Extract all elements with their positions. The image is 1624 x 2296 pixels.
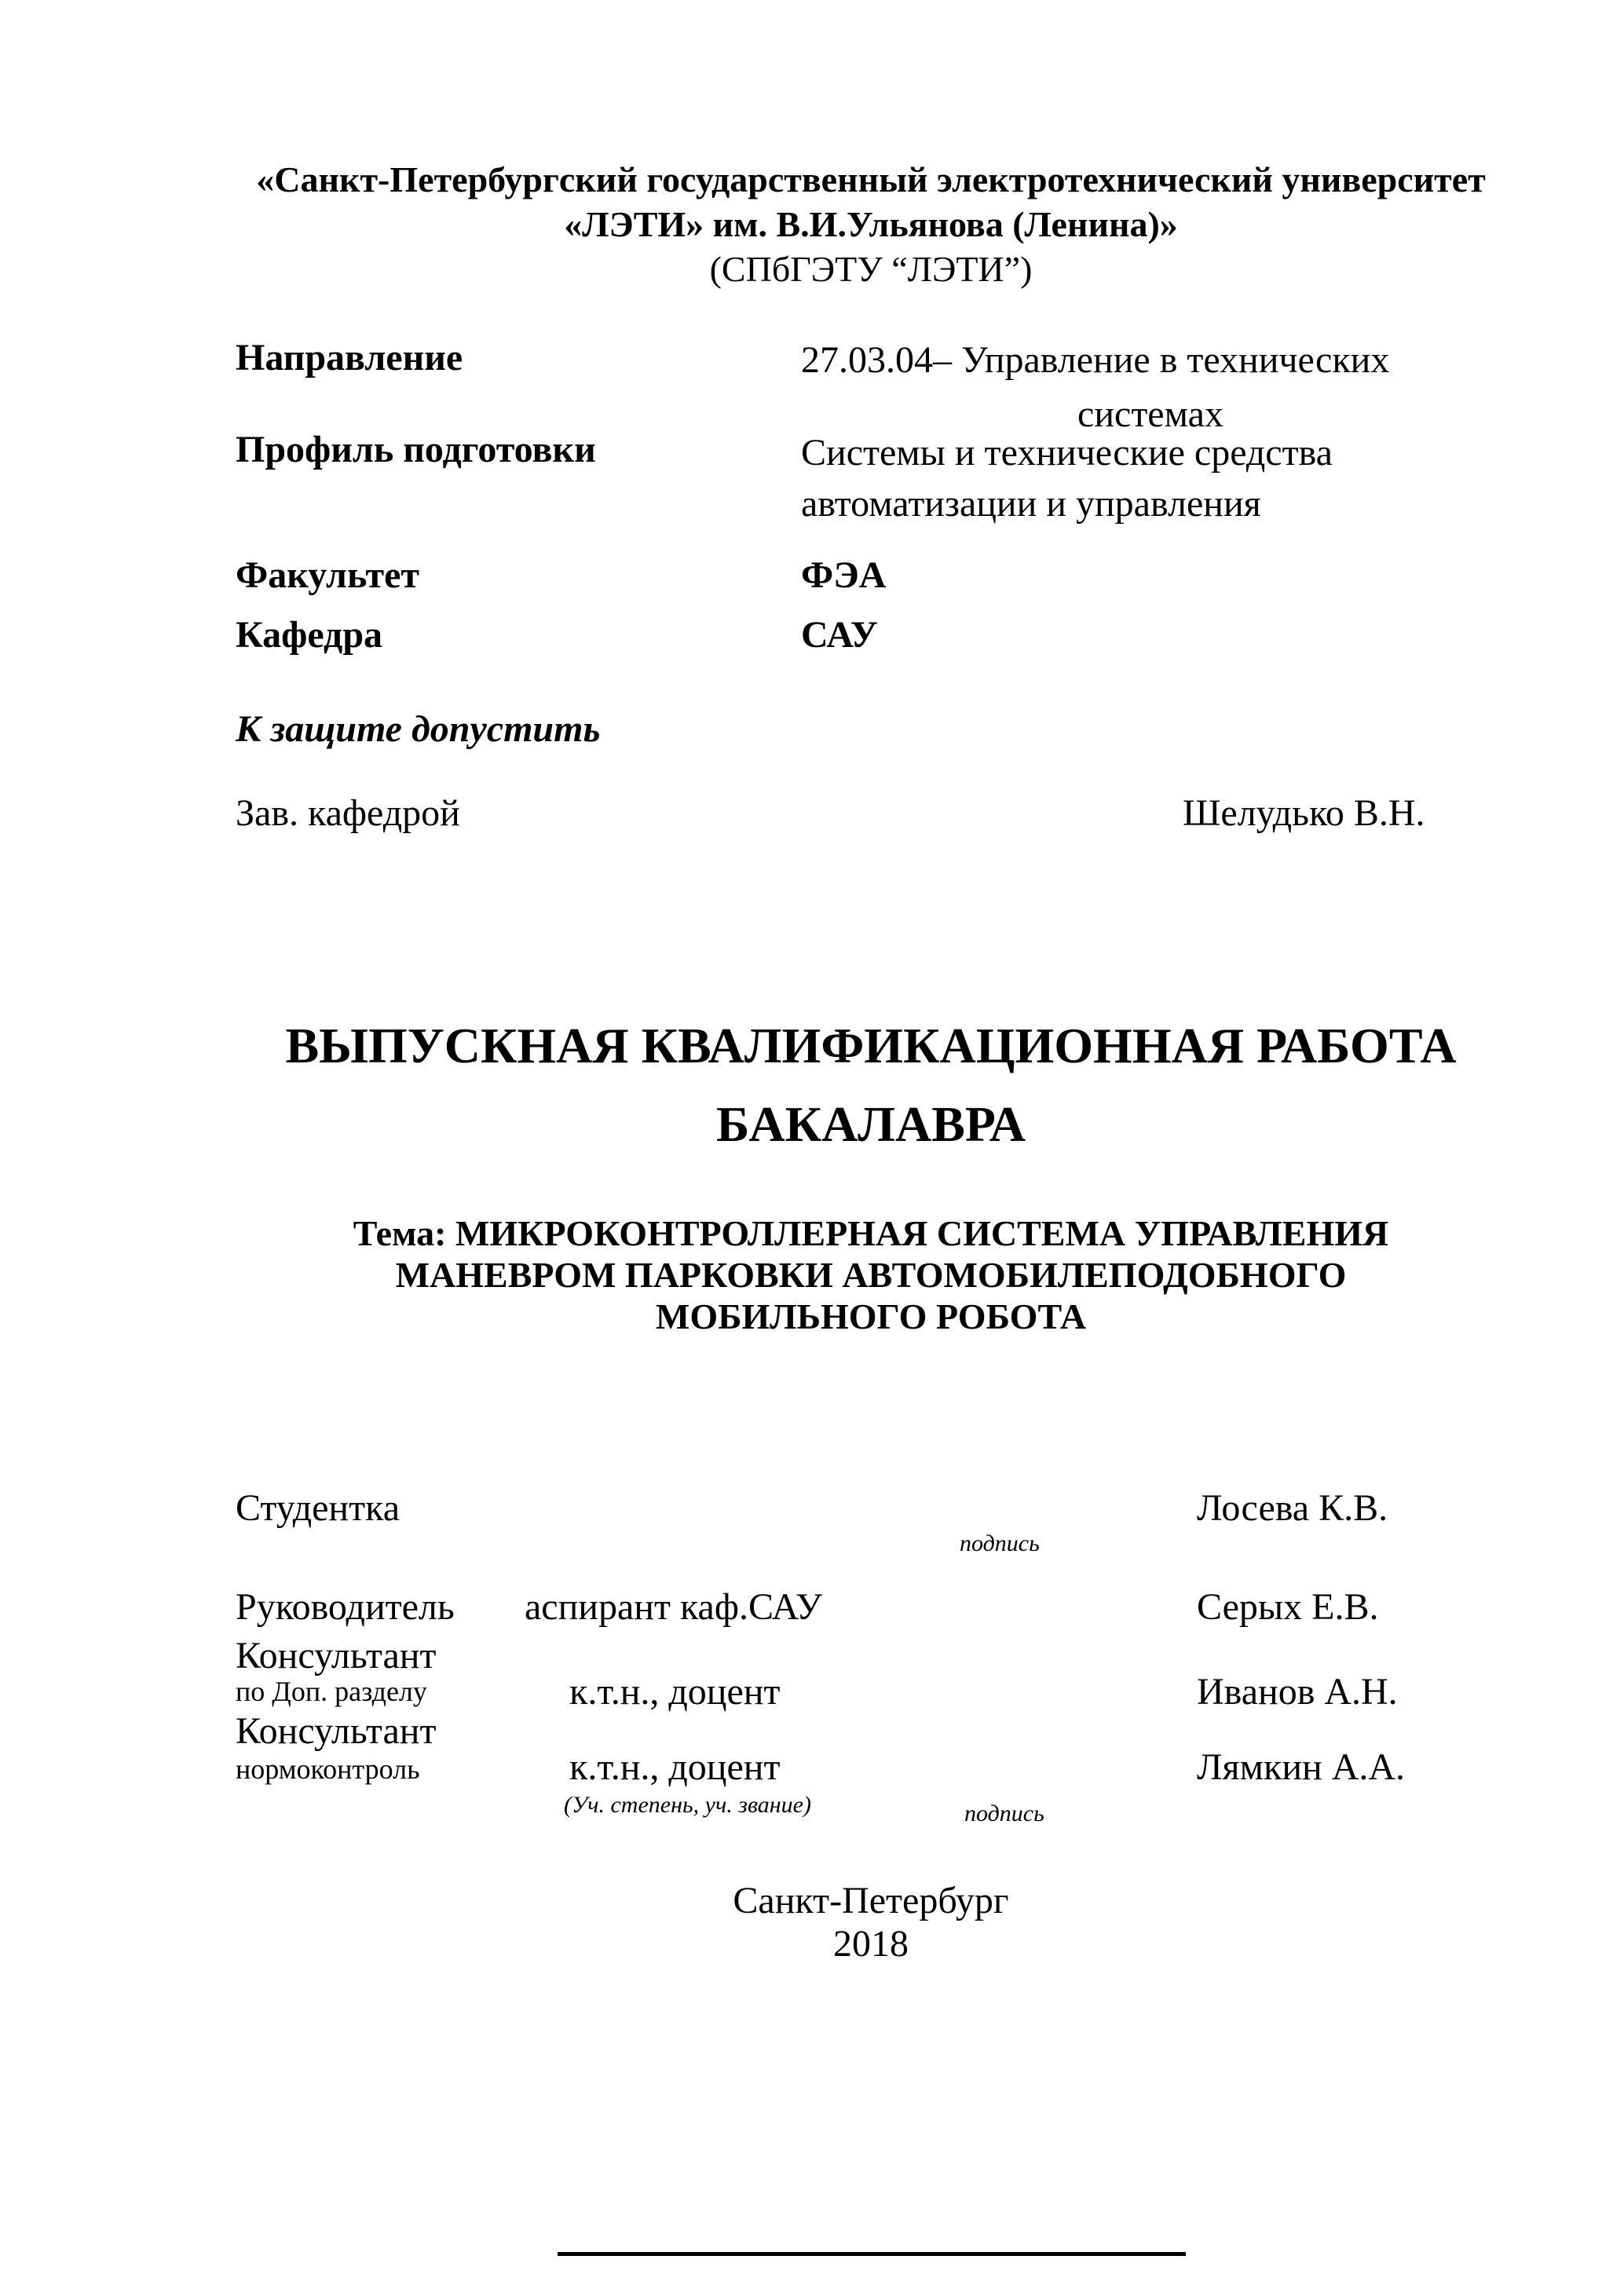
direction-label: Направление bbox=[236, 337, 463, 378]
consultant1-degree: к.т.н., доцент bbox=[569, 1671, 781, 1713]
profile-value-line2: автоматизации и управления bbox=[801, 483, 1261, 525]
signature-caption-1: подпись bbox=[960, 1530, 1040, 1556]
supervisor-label: Руководитель bbox=[236, 1586, 455, 1628]
faculty-value: ФЭА bbox=[801, 554, 887, 596]
consultant2-degree: к.т.н., доцент bbox=[569, 1746, 781, 1788]
profile-label: Профиль подготовки bbox=[236, 429, 596, 470]
university-name-line1: «Санкт-Петербургский государственный электротехнический университет bbox=[256, 159, 1486, 199]
consultant1-label: Консультант bbox=[236, 1635, 437, 1676]
theme-line2: МАНЕВРОМ ПАРКОВКИ АВТОМОБИЛЕПОДОБНОГО bbox=[395, 1255, 1347, 1295]
university-abbreviation: (СПбГЭТУ “ЛЭТИ”) bbox=[709, 249, 1033, 289]
signature-line bbox=[558, 2252, 1186, 2256]
faculty-label: Факультет bbox=[236, 554, 419, 596]
theme-line3: МОБИЛЬНОГО РОБОТА bbox=[655, 1296, 1087, 1336]
department-head-label: Зав. кафедрой bbox=[236, 792, 460, 834]
direction-value-line1: 27.03.04– Управление в технических bbox=[801, 339, 1390, 381]
student-label: Студентка bbox=[236, 1487, 400, 1529]
signature-caption-2: подпись bbox=[964, 1801, 1044, 1826]
department-head-name: Шелудько В.Н. bbox=[1183, 792, 1425, 834]
university-name-line2: «ЛЭТИ» им. В.И.Ульянова (Ленина)» bbox=[564, 204, 1178, 244]
city: Санкт-Петербург bbox=[733, 1880, 1009, 1921]
degree-caption: (Уч. степень, уч. звание) bbox=[564, 1792, 811, 1818]
supervisor-degree: аспирант каф.САУ bbox=[525, 1586, 823, 1628]
consultant2-name: Лямкин А.А. bbox=[1197, 1746, 1406, 1788]
theme-line1: Тема: МИКРОКОНТРОЛЛЕРНАЯ СИСТЕМА УПРАВЛЕНИЯ bbox=[353, 1213, 1389, 1253]
consultant2-label: Консультант bbox=[236, 1710, 437, 1752]
supervisor-name: Серых Е.В. bbox=[1197, 1586, 1379, 1628]
profile-value-line1: Системы и технические средства bbox=[801, 432, 1333, 473]
direction-value-line2: системах bbox=[1077, 393, 1223, 435]
work-title-line2: БАКАЛАВРА bbox=[715, 1096, 1026, 1152]
consultant1-sublabel: по Доп. разделу bbox=[236, 1676, 427, 1707]
department-label: Кафедра bbox=[236, 614, 383, 656]
work-title-line1: ВЫПУСКНАЯ КВАЛИФИКАЦИОННАЯ РАБОТА bbox=[285, 1018, 1457, 1073]
admission-statement: К защите допустить bbox=[236, 708, 601, 750]
year: 2018 bbox=[833, 1923, 909, 1965]
consultant2-sublabel: нормоконтроль bbox=[236, 1753, 420, 1785]
consultant1-name: Иванов А.Н. bbox=[1197, 1671, 1398, 1713]
department-value: САУ bbox=[801, 614, 878, 656]
student-name: Лосева К.В. bbox=[1197, 1487, 1388, 1529]
